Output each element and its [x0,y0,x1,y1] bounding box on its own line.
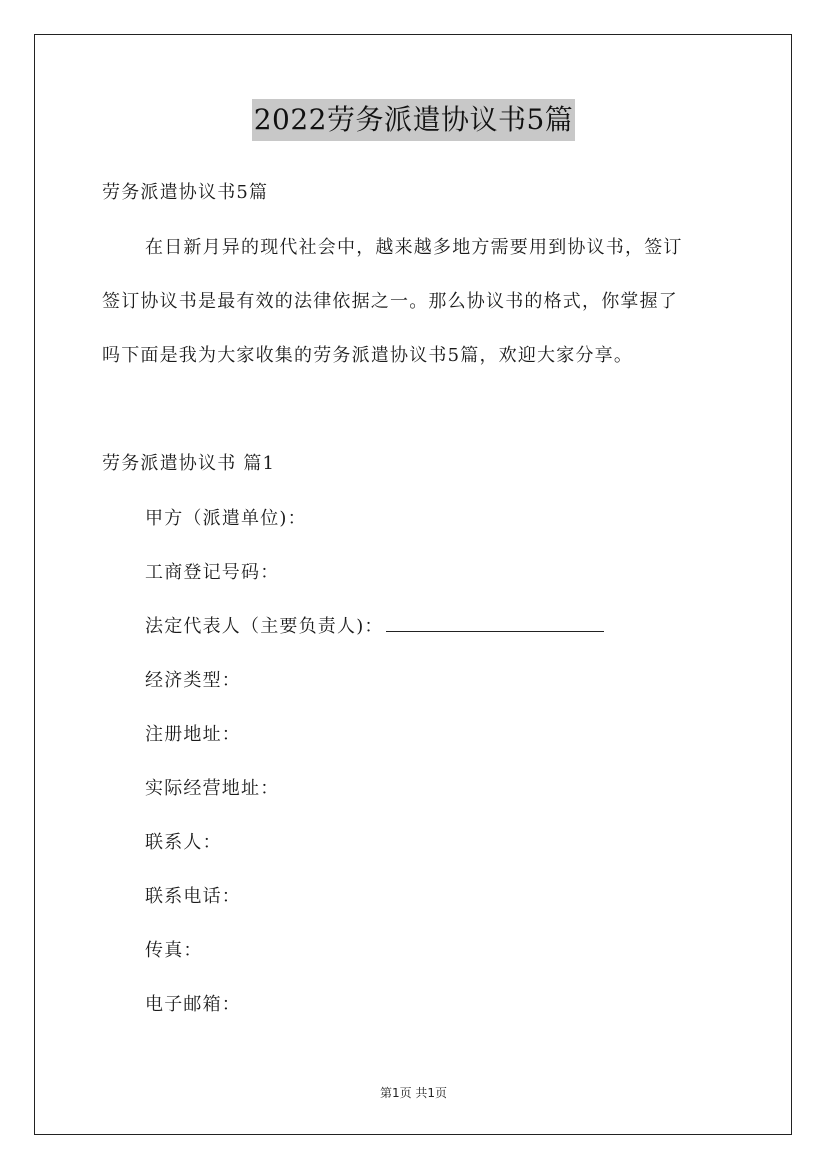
field-registration-number: 工商登记号码： [145,562,280,583]
document-subtitle: 劳务派遣协议书5篇 [102,182,269,203]
field-economic-type: 经济类型： [145,670,241,691]
field-fax: 传真： [145,940,203,961]
field-party-a: 甲方（派遣单位)： [145,508,307,529]
field-legal-representative: 法定代表人（主要负责人)： [145,616,384,637]
blank-underline [386,615,604,632]
intro-line-1: 在日新月异的现代社会中，越来越多地方需要用到协议书，签订 [145,237,683,258]
field-email: 电子邮箱： [145,994,241,1015]
section-heading: 劳务派遣协议书 篇1 [102,453,276,474]
field-registered-address: 注册地址： [145,724,241,745]
intro-line-3: 吗下面是我为大家收集的劳务派遣协议书5篇，欢迎大家分享。 [102,345,634,366]
field-contact-person: 联系人： [145,832,222,853]
field-legal-representative-row [145,615,604,639]
field-business-address: 实际经营地址： [145,778,280,799]
intro-line-2: 签订协议书是最有效的法律依据之一。那么协议书的格式，你掌握了 [102,291,678,312]
title-container [0,99,827,141]
document-title: 2022劳务派遣协议书5篇 [252,99,576,141]
field-contact-phone: 联系电话： [145,886,241,907]
page-footer: 第1页 共1页 [379,1086,448,1100]
